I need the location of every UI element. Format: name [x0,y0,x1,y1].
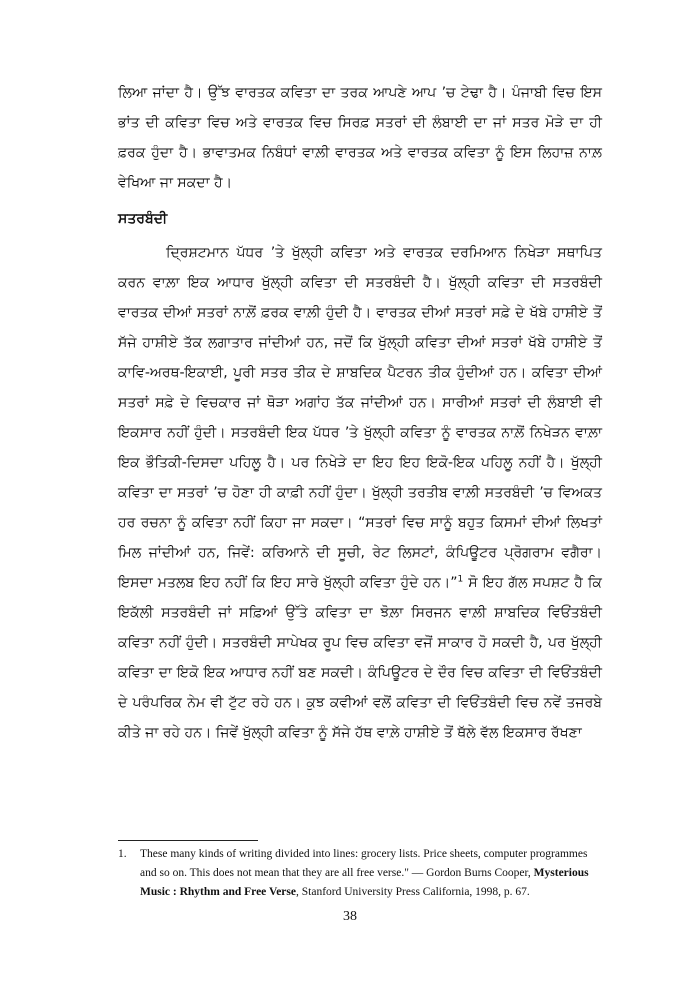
main-paragraph-text-part-1: ਦ੍ਰਿਸ਼ਟਮਾਨ ਪੱਧਰ ’ਤੇ ਖੁੱਲ੍ਹੀ ਕਵਿਤਾ ਅਤੇ ਵਾਰਤਕ ਦਰਮਿਆਨ ਨਿਖੇੜਾ ਸਥਾਪਿਤ ਕਰਨ ਵਾਲ਼ਾ ਇਕ ਆਧਾਰ ਖੁੱਲ੍ਹੀ ਕਵਿਤਾ ਦੀ ਸਤਰਬੰਦੀ ਹੈ। ਖੁੱਲ੍ਹੀ ਕਵਿਤਾ ਦੀ ਸਤਰਬੰਦੀ ਵਾਰਤਕ ਦੀਆਂ ਸਤਰਾਂ ਨਾਲ਼ੋਂ ਫ਼ਰਕ ਵਾਲ਼ੀ ਹੁੰਦੀ ਹੈ। ਵਾਰਤਕ ਦੀਆਂ ਸਤਰਾਂ ਸਫ਼ੇ ਦੇ ਖੱਬੇ ਹਾਸ਼ੀਏ ਤੋਂ ਸੱਜੇ ਹਾਸ਼ੀਏ ਤੱਕ ਲਗਾਤਾਰ ਜਾਂਦੀਆਂ ਹਨ, ਜਦੋਂ ਕਿ ਖੁੱਲ੍ਹੀ ਕਵਿਤਾ ਦੀਆਂ ਸਤਰਾਂ ਖੱਬੇ ਹਾਸ਼ੀਏ ਤੋਂ ਕਾਵਿ-ਅਰਥ-ਇਕਾਈ, ਪੂਰੀ ਸਤਰ ਤੀਕ ਦੇ ਸ਼ਾਬਦਿਕ ਪੈਟਰਨ ਤੀਕ ਹੁੰਦੀਆਂ ਹਨ। ਕਵਿਤਾ ਦੀਆਂ ਸਤਰਾਂ ਸਫ਼ੇ ਦੇ ਵਿਚਕਾਰ ਜਾਂ ਥੋੜਾ ਅਗਾਂਹ ਤੱਕ ਜਾਂਦੀਆਂ ਹਨ। ਸਾਰੀਆਂ ਸਤਰਾਂ ਦੀ ਲੰਬਾਈ ਵੀ ਇਕਸਾਰ ਨਹੀਂ ਹੁੰਦੀ। ਸਤਰਬੰਦੀ ਇਕ ਪੱਧਰ ’ਤੇ ਖੁੱਲ੍ਹੀ ਕਵਿਤਾ ਨੂੰ ਵਾਰਤਕ ਨਾਲ਼ੋਂ ਨਿਖੇੜਨ ਵਾਲ਼ਾ ਇਕ ਭੌਤਿਕੀ-ਦਿਸਦਾ ਪਹਿਲੂ ਹੈ। ਪਰ ਨਿਖੇੜੇ ਦਾ ਇਹ ਇਹ ਇਕੋ-ਇਕ ਪਹਿਲੂ ਨਹੀਂ ਹੈ। ਖੁੱਲ੍ਹੀ ਕਵਿਤਾ ਦਾ ਸਤਰਾਂ ’ਚ ਹੋਣਾ ਹੀ ਕਾਫ਼ੀ ਨਹੀਂ ਹੁੰਦਾ। ਖੁੱਲ੍ਹੀ ਤਰਤੀਬ ਵਾਲ਼ੀ ਸਤਰਬੰਦੀ ’ਚ ਵਿਅਕਤ ਹਰ ਰਚਨਾ ਨੂੰ ਕਵਿਤਾ ਨਹੀਂ ਕਿਹਾ ਜਾ ਸਕਦਾ। “ਸਤਰਾਂ ਵਿਚ ਸਾਨੂੰ ਬਹੁਤ ਕਿਸਮਾਂ ਦੀਆਂ ਲਿਖਤਾਂ ਮਿਲ ਜਾਂਦੀਆਂ ਹਨ, ਜਿਵੇਂ: ਕਰਿਆਨੇ ਦੀ ਸੂਚੀ, ਰੇਟ ਲਿਸਟਾਂ, ਕੰਪਿਊਟਰ ਪ੍ਰੋਗਰਾਮ ਵਗੈਰਾ। ਇਸਦਾ ਮਤਲਬ ਇਹ ਨਹੀਂ ਕਿ ਇਹ ਸਾਰੇ ਖੁੱਲ੍ਹੀ ਕਵਿਤਾ ਹੁੰਦੇ ਹਨ।” [118,245,602,591]
intro-paragraph: ਲਿਆ ਜਾਂਦਾ ਹੈ। ਉੱਝ ਵਾਰਤਕ ਕਵਿਤਾ ਦਾ ਤਰਕ ਆਪਣੇ ਆਪ ’ਚ ਟੇਢਾ ਹੈ। ਪੰਜਾਬੀ ਵਿਚ ਇਸ ਭਾਂਤ ਦੀ ਕਵਿਤਾ ਵਿਚ ਅਤੇ ਵਾਰਤਕ ਵਿਚ ਸਿਰਫ਼ ਸਤਰਾਂ ਦੀ ਲੰਬਾਈ ਦਾ ਜਾਂ ਸਤਰ ਮੋੜੇ ਦਾ ਹੀ ਫ਼ਰਕ ਹੁੰਦਾ ਹੈ। ਭਾਵਾਤਮਕ ਨਿਬੰਧਾਂ ਵਾਲ਼ੀ ਵਾਰਤਕ ਅਤੇ ਵਾਰਤਕ ਕਵਿਤਾ ਨੂੰ ਇਸ ਲਿਹਾਜ਼ ਨਾਲ਼ ਵੇਖਿਆ ਜਾ ਸਕਦਾ ਹੈ। [118,85,602,191]
footnote [118,845,602,902]
footnote-reference[interactable]: 1 [457,574,464,585]
footnote-text-after-title: , Stanford University Press California, 1998, p. 67. [296,886,530,898]
main-paragraph [118,238,602,748]
footnote-divider [118,840,258,841]
main-paragraph-text-part-2: ਸੋ ਇਹ ਗੱਲ ਸਪਸ਼ਟ ਹੈ ਕਿ ਇਕੱਲੀ ਸਤਰਬੰਦੀ ਜਾਂ ਸਫ਼ਿਆਂ ਉੱਤੇ ਕਵਿਤਾ ਦਾ ਝੋਲ਼ਾ ਸਿਰਜਨ ਵਾਲ਼ੀ ਸ਼ਾਬਦਿਕ ਵਿਓਂਤਬੰਦੀ ਕਵਿਤਾ ਨਹੀਂ ਹੁੰਦੀ। ਸਤਰਬੰਦੀ ਸਾਪੇਖਕ ਰੂਪ ਵਿਚ ਕਵਿਤਾ ਵਜੋਂ ਸਾਕਾਰ ਹੋ ਸਕਦੀ ਹੈ, ਪਰ ਖੁੱਲ੍ਹੀ ਕਵਿਤਾ ਦਾ ਇਕੋ ਇਕ ਆਧਾਰ ਨਹੀਂ ਬਣ ਸਕਦੀ। ਕੰਪਿਊਟਰ ਦੇ ਦੌਰ ਵਿਚ ਕਵਿਤਾ ਦੀ ਵਿਓਂਤਬੰਦੀ ਦੇ ਪਰੰਪਰਿਕ ਨੇਮ ਵੀ ਟੁੱਟ ਰਹੇ ਹਨ। ਕੁਝ ਕਵੀਆਂ ਵਲੋਂ ਕਵਿਤਾ ਦੀ ਵਿਓਂਤਬੰਦੀ ਵਿਚ ਨਵੇਂ ਤਜਰਬੇ ਕੀਤੇ ਜਾ ਰਹੇ ਹਨ। ਜਿਵੇਂ ਖੁੱਲ੍ਹੀ ਕਵਿਤਾ ਨੂੰ ਸੱਜੇ ਹੱਥ ਵਾਲ਼ੇ ਹਾਸ਼ੀਏ ਤੋਂ ਥੱਲੇ ਵੱਲ ਇਕਸਾਰ ਰੱਖਣਾ [118,575,602,741]
footnote-number: 1. [118,848,127,860]
page-content [118,78,602,748]
page-number: 38 [343,909,357,924]
footnote-book-title: Mysterious Music : Rhythm and Free Verse [140,867,589,898]
footnote-text-before-title: These many kinds of writing divided into lines: grocery lists. Price sheets, computer programmes and so on. This does not mean that they are all free verse." — Gordon Burns Cooper, [140,848,588,879]
section-heading: ਸਤਰਬੰਦੀ [118,211,168,227]
footnote-text [140,845,602,902]
